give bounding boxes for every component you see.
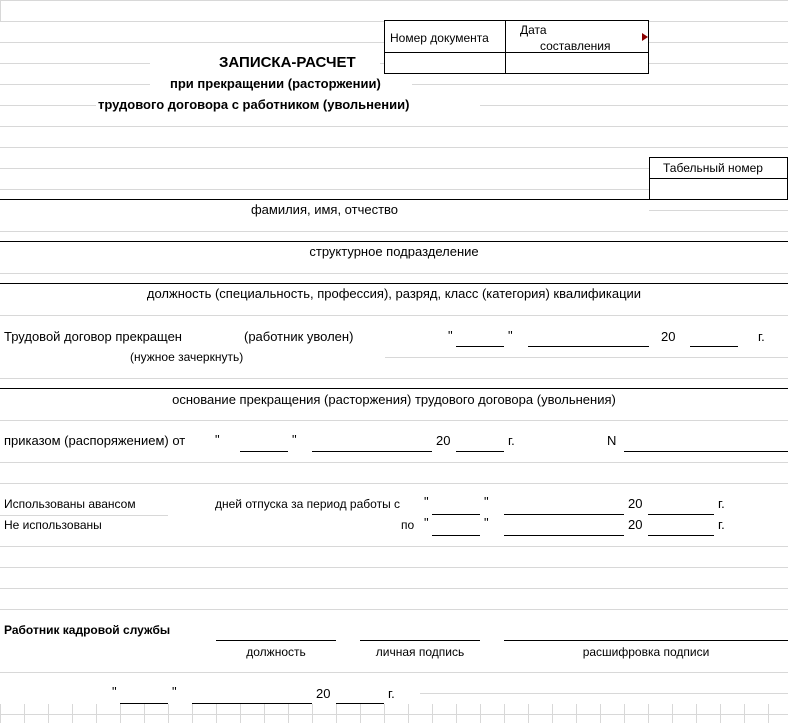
sig-quote-close: " [172, 684, 177, 699]
not-used-label: Не использованы [4, 518, 102, 532]
vac-to-year-suffix: г. [718, 517, 725, 532]
order-year-field[interactable] [456, 451, 504, 452]
position-caption: должность (специальность, профессия), разряд, класс (категория) квалификации [146, 286, 642, 301]
order-quote-close: " [292, 432, 297, 447]
termination-year-suffix: г. [758, 329, 765, 344]
termination-month-field[interactable] [528, 346, 649, 347]
vac-to-year-prefix: 20 [628, 517, 643, 532]
hr-worker-label: Работник кадровой службы [4, 623, 171, 637]
vac-to-quote-open: " [424, 515, 429, 530]
hr-decoding-caption: расшифровка подписи [582, 645, 710, 659]
order-year-prefix: 20 [436, 433, 451, 448]
fio-underline[interactable] [0, 199, 649, 200]
order-quote-open: " [215, 432, 220, 447]
used-advance-label: Использованы авансом [4, 497, 136, 511]
department-caption: структурное подразделение [309, 244, 479, 259]
hr-signature-caption: личная подпись [375, 645, 465, 659]
hr-position-caption: должность [246, 645, 306, 659]
date-label-line1: Дата [520, 23, 547, 37]
termination-quote-close: " [508, 328, 513, 343]
form-subtitle-1: при прекращении (расторжении) [170, 76, 381, 91]
vac-to-quote-close: " [484, 515, 489, 530]
sig-quote-open: " [112, 684, 117, 699]
vac-from-month-field[interactable] [504, 514, 624, 515]
order-day-field[interactable] [240, 451, 288, 452]
doc-number-value-cell[interactable] [384, 52, 506, 74]
termination-year-field[interactable] [690, 346, 738, 347]
contract-terminated-label: Трудовой договор прекращен [4, 329, 182, 344]
order-label: приказом (распоряжением) от [4, 433, 186, 448]
basis-underline[interactable] [0, 388, 788, 389]
sig-year-suffix: г. [388, 686, 395, 701]
termination-year-prefix: 20 [661, 329, 676, 344]
vacation-period-label: дней отпуска за период работы с [215, 497, 401, 511]
employee-dismissed-label: (работник уволен) [244, 329, 354, 344]
vac-from-year-prefix: 20 [628, 496, 643, 511]
hr-position-field[interactable] [216, 640, 336, 641]
order-month-field[interactable] [312, 451, 432, 452]
comment-indicator-icon [642, 33, 648, 41]
date-label-line2: составления [540, 39, 611, 53]
vac-from-year-field[interactable] [648, 514, 714, 515]
tab-number-value-cell[interactable] [649, 178, 788, 200]
hr-signature-field[interactable] [360, 640, 480, 641]
cell-grid-columns [0, 704, 788, 723]
vac-to-year-field[interactable] [648, 535, 714, 536]
form-subtitle-2: трудового договора с работником (увольнении) [98, 97, 410, 112]
termination-day-field[interactable] [456, 346, 504, 347]
fio-caption: фамилия, имя, отчество [250, 202, 399, 217]
order-number-label: N [607, 433, 617, 448]
hr-decoding-field[interactable] [504, 640, 788, 641]
vac-from-quote-close: " [484, 494, 489, 509]
vac-to-day-field[interactable] [432, 535, 480, 536]
vac-from-year-suffix: г. [718, 496, 725, 511]
date-value-cell[interactable] [505, 52, 649, 74]
position-underline[interactable] [0, 283, 788, 284]
basis-caption: основание прекращения (расторжения) трудового договора (увольнения) [172, 392, 616, 407]
strike-note: (нужное зачеркнуть) [130, 350, 244, 364]
order-year-suffix: г. [508, 433, 515, 448]
form-title: ЗАПИСКА-РАСЧЕТ [219, 54, 356, 71]
tab-number-label: Табельный номер [663, 161, 763, 175]
vac-to-month-field[interactable] [504, 535, 624, 536]
order-number-field[interactable] [624, 451, 788, 452]
termination-quote-open: " [448, 328, 453, 343]
vacation-to-label: по [401, 518, 415, 532]
vac-from-quote-open: " [424, 494, 429, 509]
vac-from-day-field[interactable] [432, 514, 480, 515]
sig-year-prefix: 20 [316, 686, 331, 701]
doc-number-label: Номер документа [390, 31, 489, 45]
department-underline[interactable] [0, 241, 788, 242]
